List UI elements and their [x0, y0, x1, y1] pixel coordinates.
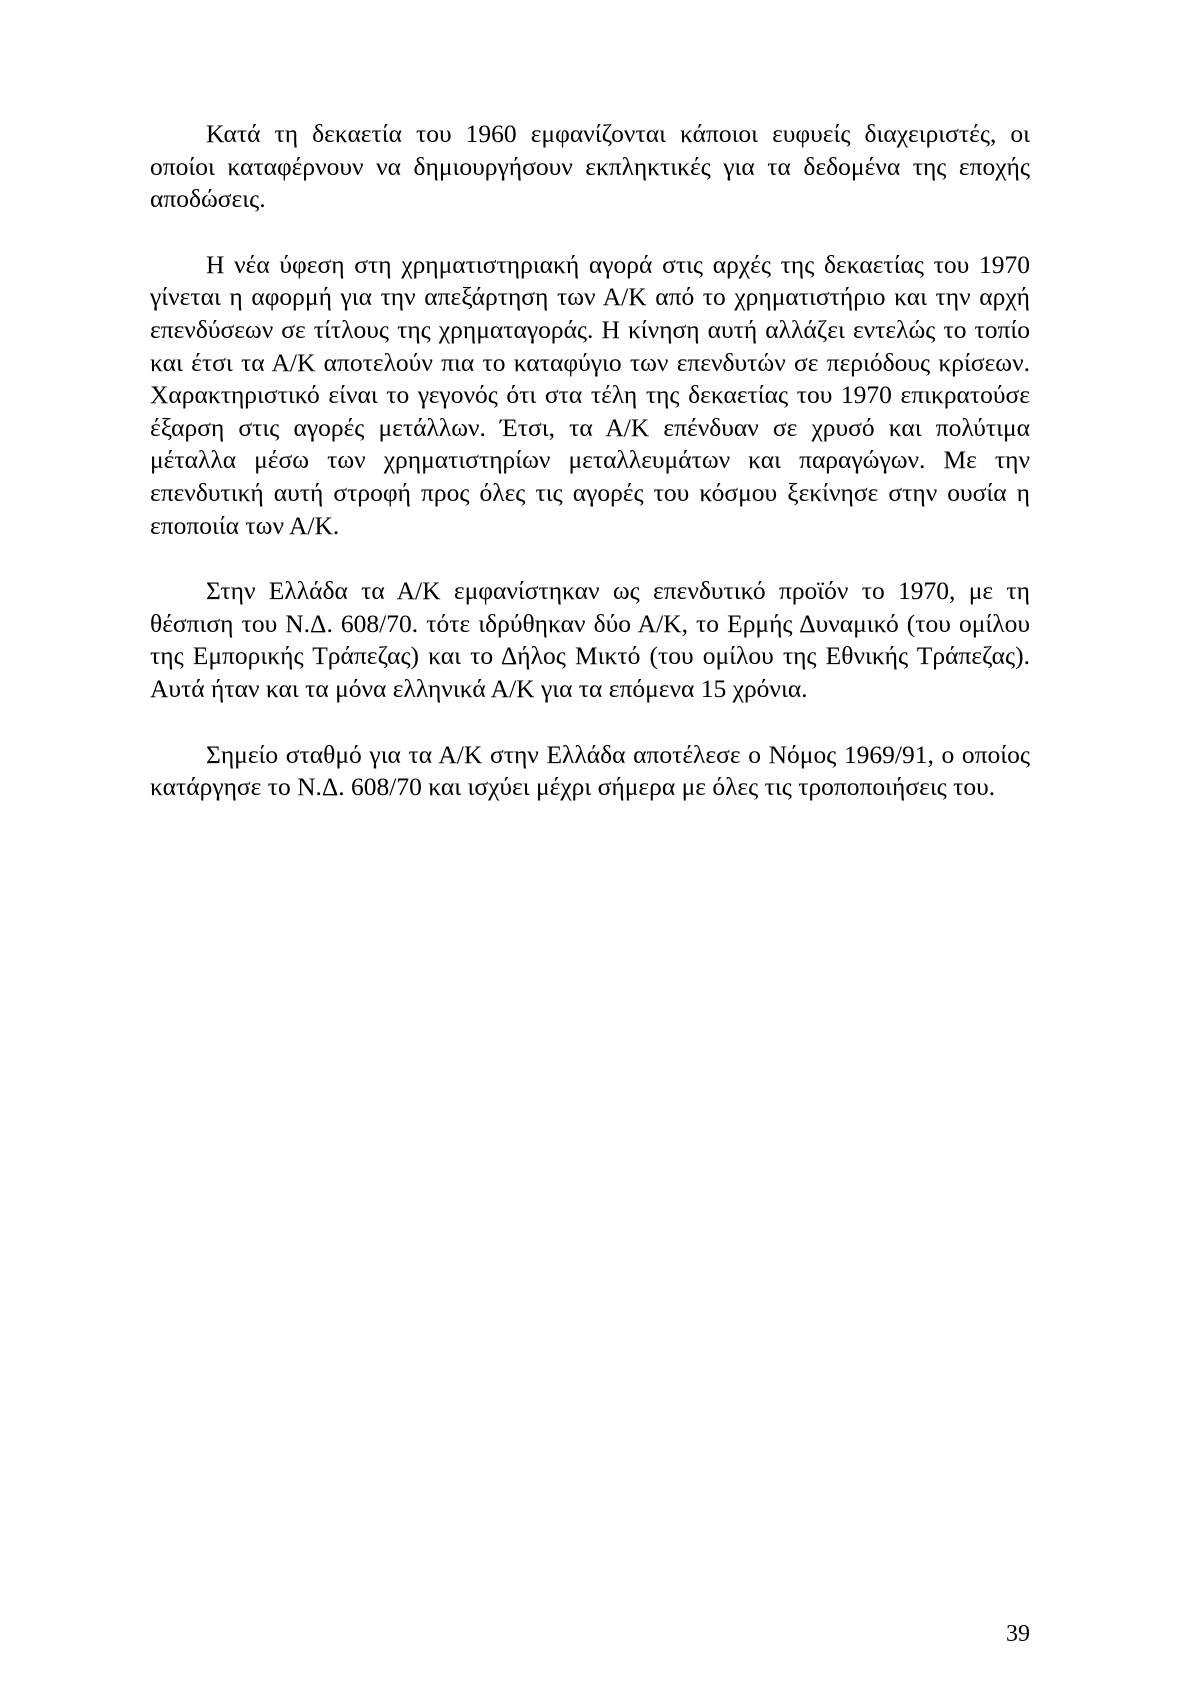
page-number: 39	[1006, 1621, 1030, 1647]
body-text	[150, 118, 1030, 804]
paragraph-1970-recession: Η νέα ύφεση στη χρηματιστηριακή αγορά στις αρχές της δεκαετίας του 1970 γίνεται η αφορμή για την απεξάρτηση των Α/Κ από το χρηματιστήριο και την αρχή επενδύσεων σε τίτλους της χρηματαγοράς. Η κίνηση αυτή αλλάζει εντελώς το τοπίο και έτσι τα Α/Κ αποτελούν πια το καταφύγιο των επενδυτών σε περιόδους κρίσεων. Χαρακτηριστικό είναι το γεγονός ότι στα τέλη της δεκαετίας του 1970 επικρατούσε έξαρση στις αγορές μετάλλων. Έτσι, τα Α/Κ επένδυαν σε χρυσό και πολύτιμα μέταλλα μέσω των χρηματιστηρίων μεταλλευμάτων και παραγώγων. Με την επενδυτική αυτή στροφή προς όλες τις αγορές του κόσμου ξεκίνησε στην ουσία η εποποιία των Α/Κ.	[150, 249, 1030, 540]
paragraph-1960-managers: Κατά τη δεκαετία του 1960 εμφανίζονται κάποιοι ευφυείς διαχειριστές, οι οποίοι καταφέρνουν να δημιουργήσουν εκπληκτικές για τα δεδομένα της εποχής αποδώσεις.	[150, 119, 1030, 214]
paragraph-law-1969-91: Σημείο σταθμό για τα Α/Κ στην Ελλάδα αποτέλεσε ο Νόμος 1969/91, ο οποίος κατάργησε το Ν.Δ. 608/70 και ισχύει μέχρι σήμερα με όλες τις τροποποιήσεις του.	[150, 739, 1030, 802]
paragraph-greece-1970: Στην Ελλάδα τα Α/Κ εμφανίστηκαν ως επενδυτικό προϊόν το 1970, με τη θέσπιση του Ν.Δ. 608/70. τότε ιδρύθηκαν δύο Α/Κ, το Ερμής Δυναμικό (του ομίλου της Εμπορικής Τράπεζας) και το Δήλος Μικτό (του ομίλου της Εθνικής Τράπεζας). Αυτά ήταν και τα μόνα ελληνικά Α/Κ για τα επόμενα 15 χρόνια.	[150, 576, 1030, 703]
